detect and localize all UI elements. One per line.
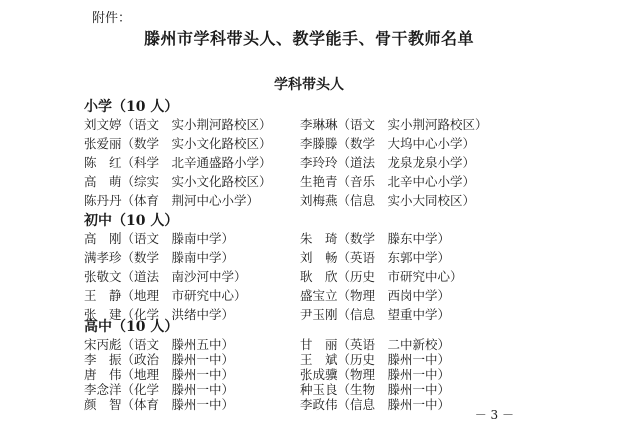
list-item	[84, 134, 524, 152]
document-title: 滕州市学科带头人、教学能手、骨干教师名单	[143, 29, 474, 48]
list-item	[84, 115, 524, 133]
teacher-entry: 唐 伟（地理 滕州一中）	[84, 367, 235, 382]
list-item	[84, 395, 524, 413]
teacher-entry: 李政伟（信息 滕州一中）	[300, 397, 451, 412]
teacher-entry: 李玲玲（道法 龙泉龙泉小学）	[300, 155, 476, 170]
attachment-label: 附件：	[92, 11, 132, 26]
group-heading-high: 高中（10 人）	[84, 319, 179, 335]
teacher-entry: 张爱丽（数学 实小文化路校区）	[84, 136, 272, 151]
section-title: 学科带头人	[274, 77, 344, 93]
group-heading-middle: 初中（10 人）	[84, 213, 179, 229]
teacher-entry: 陈丹丹（体育 荆河中心小学）	[84, 193, 260, 208]
teacher-entry: 甘 丽（英语 二中新校）	[300, 337, 451, 352]
teacher-entry: 盛宝立（物理 西岗中学）	[300, 288, 451, 303]
teacher-entry: 生艳青（音乐 北辛中心小学）	[300, 174, 476, 189]
list-item	[84, 286, 524, 304]
teacher-entry: 王 静（地理 市研究中心）	[84, 288, 247, 303]
list-item	[84, 191, 524, 209]
teacher-entry: 种玉良（生物 滕州一中）	[300, 382, 451, 397]
list-item	[84, 172, 524, 190]
teacher-entry: 朱 琦（数学 滕东中学）	[300, 231, 451, 246]
teacher-entry: 刘 畅（英语 东郭中学）	[300, 250, 451, 265]
teacher-entry: 李滕滕（数学 大坞中心小学）	[300, 136, 476, 151]
teacher-entry: 满孝珍（数学 滕南中学）	[84, 250, 235, 265]
teacher-entry: 张成骥（物理 滕州一中）	[300, 367, 451, 382]
teacher-entry: 李 振（政治 滕州一中）	[84, 352, 235, 367]
teacher-entry: 王 斌（历史 滕州一中）	[300, 352, 451, 367]
teacher-entry: 张敬文（道法 南沙河中学）	[84, 269, 247, 284]
teacher-entry: 宋丙彪（语文 滕州五中）	[84, 337, 235, 352]
list-item	[84, 153, 524, 171]
list-item	[84, 248, 524, 266]
teacher-entry: 颜 智（体育 滕州一中）	[84, 397, 235, 412]
teacher-entry: 李琳琳（语文 实小荆河路校区）	[300, 117, 488, 132]
teacher-entry: 尹玉刚（信息 望重中学）	[300, 307, 451, 322]
teacher-entry: 陈 红（科学 北辛通盛路小学）	[84, 155, 272, 170]
teacher-entry: 刘文婷（语文 实小荆河路校区）	[84, 117, 272, 132]
teacher-entry: 张 建（化学 洪绪中学）	[84, 307, 235, 322]
list-item	[84, 267, 524, 285]
list-item	[84, 229, 524, 247]
page-number: － 3 －	[474, 408, 514, 422]
group-heading-primary: 小学（10 人）	[84, 99, 179, 115]
teacher-entry: 李念洋（化学 滕州一中）	[84, 382, 235, 397]
teacher-entry: 高 刚（语文 滕南中学）	[84, 231, 235, 246]
teacher-entry: 耿 欣（历史 市研究中心）	[300, 269, 463, 284]
teacher-entry: 高 萌（综实 实小文化路校区）	[84, 174, 272, 189]
teacher-entry: 刘梅燕（信息 实小大同校区）	[300, 193, 476, 208]
